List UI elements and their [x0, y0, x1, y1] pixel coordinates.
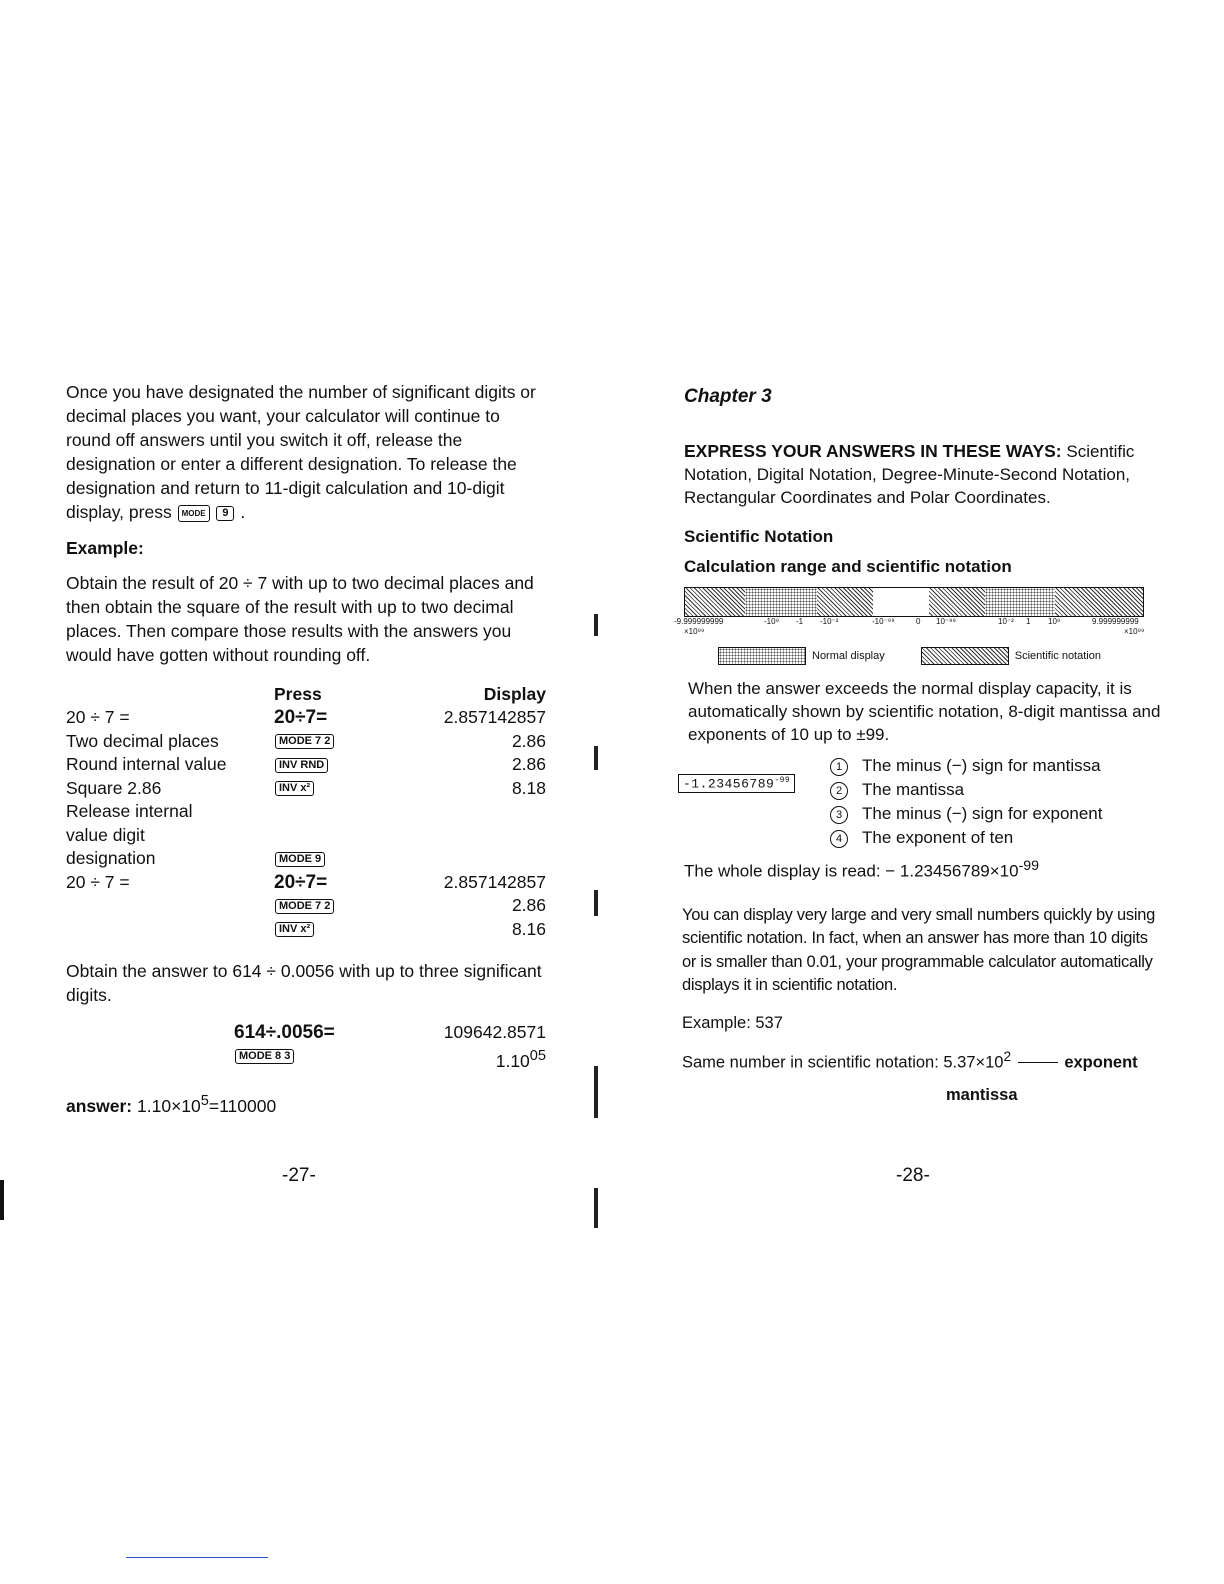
express-paragraph	[684, 440, 1164, 509]
scale-label: 1	[1026, 617, 1031, 626]
chapter-title: Chapter 3	[684, 386, 772, 407]
left-page	[66, 380, 546, 1118]
scale-label: 10⁻⁹⁹	[936, 617, 956, 626]
example-heading: Example:	[66, 538, 144, 558]
scale-label: -1	[796, 617, 804, 626]
row-press	[274, 777, 394, 801]
callout-number: 3	[830, 806, 848, 824]
sci-segment	[685, 588, 745, 616]
row-label: Release internal	[66, 801, 193, 821]
display-exp: 05	[529, 1047, 546, 1064]
callout-item	[830, 826, 1102, 850]
row-display: 2.857142857	[443, 871, 546, 892]
second-example-table	[66, 1021, 546, 1073]
scale-exp: ×10⁹⁹	[684, 627, 705, 636]
callout-text: The exponent of ten	[862, 828, 1014, 847]
same-number-text: Same number in scientific notation: 5.37×10	[682, 1053, 1004, 1072]
table-row	[66, 894, 546, 918]
legend-normal-label: Normal display	[812, 650, 885, 662]
sci-segment	[1055, 588, 1143, 616]
mantissa-label: mantissa	[946, 1086, 1018, 1105]
intro-paragraph	[66, 380, 546, 524]
table-row	[66, 824, 546, 848]
express-text: Scientific Notation, Digital Notation, Degree-Minute-Second Notation, Rectangular Coordinates and Polar Coordinates.	[684, 442, 1135, 507]
callout-number: 4	[830, 830, 848, 848]
answer-rest: =110000	[208, 1095, 277, 1116]
table-row	[66, 800, 546, 824]
callout-number: 2	[830, 782, 848, 800]
range-bar	[684, 587, 1144, 617]
exponent-label: exponent	[1064, 1053, 1138, 1072]
key-sequence: MODE 7 2	[275, 899, 334, 914]
scientific-paragraph: You can display very large and very small numbers quickly by using scientific notation. In fact, when an answer has more than 10 digits or is smaller than 0.01, your programmable calculator automatically displays it in scientific notation.	[682, 905, 1156, 995]
lcd-value: -1.23456789	[683, 776, 775, 792]
scale-label: -10⁹	[764, 617, 779, 626]
exponent-leader	[1018, 1062, 1058, 1063]
answer-line	[66, 1089, 546, 1118]
table-header	[66, 683, 546, 706]
callout-list	[830, 754, 1102, 850]
sci-swatch	[921, 647, 1009, 665]
table-row	[66, 871, 546, 895]
row-label: Round internal value	[66, 754, 227, 774]
row-label: Square 2.86	[66, 777, 162, 798]
scale-label: 10⁻²	[998, 617, 1014, 626]
normal-swatch	[718, 647, 806, 665]
table-row	[66, 777, 546, 801]
row-press	[234, 1045, 434, 1073]
range-scale	[674, 617, 1162, 639]
row-label: Two decimal places	[66, 730, 219, 751]
callout-item	[830, 802, 1102, 826]
key-sequence: MODE 9	[275, 852, 325, 867]
legend-normal	[718, 647, 885, 665]
key-sequence: INV RND	[275, 758, 328, 773]
display-header: Display	[483, 684, 546, 704]
lcd-display	[678, 774, 795, 793]
key-sequence: MODE 8 3	[235, 1049, 294, 1064]
right-page	[674, 380, 1164, 1105]
table-row	[66, 753, 546, 777]
intro-end: .	[240, 502, 246, 522]
scale-label: 10⁹	[1048, 617, 1061, 626]
row-display: 2.86	[511, 754, 546, 774]
display-paragraph: When the answer exceeds the normal display capacity, it is automatically shown by scientific notation, 8-digit mantissa and exponents of 10 up to ±99.	[688, 679, 1161, 744]
callout-item	[830, 778, 1102, 802]
row-press: 20÷7=	[274, 707, 328, 728]
sci-segment	[817, 588, 873, 616]
answer-label: answer:	[66, 1095, 133, 1116]
legend-sci	[921, 647, 1101, 665]
callout-item	[830, 754, 1102, 778]
callout-text: The minus (−) sign for exponent	[862, 804, 1103, 823]
row-display: 8.18	[511, 777, 546, 798]
bottom-rule	[126, 1557, 268, 1558]
example-text: Obtain the result of 20 ÷ 7 with up to two decimal places and then obtain the square of the result with up to two decimal places. Then compare those results with the answers you would have gotten without rounding off.	[66, 573, 534, 665]
page-number-left: -27-	[282, 1165, 316, 1186]
scale-label: -9.999999999	[674, 617, 724, 626]
answer-base: 1.10×10	[137, 1095, 201, 1116]
row-press	[274, 847, 394, 871]
example-table	[66, 683, 546, 941]
row-press	[274, 894, 394, 918]
row-display: 2.86	[511, 730, 546, 751]
mantissa-diagram	[684, 754, 1164, 846]
row-press	[274, 753, 394, 777]
display-base: 1.10	[495, 1050, 530, 1071]
key-sequence: MODE 7 2	[275, 734, 334, 749]
example-537: Example: 537	[682, 1013, 783, 1032]
scale-label: 0	[916, 617, 921, 626]
intro-text: Once you have designated the number of significant digits or decimal places you want, your calculator will continue to round off answers until you switch it off, release the designation or enter a different designation. To release the designation and return to 11-digit calculation and 10-digit display, press	[66, 382, 536, 522]
row-label: value digit	[66, 824, 145, 845]
table-row	[66, 706, 546, 730]
whole-display-line	[684, 858, 1164, 882]
whole-display-exp: -99	[1018, 858, 1040, 874]
page-number-right: -28-	[896, 1165, 930, 1186]
second-example-text: Obtain the answer to 614 ÷ 0.0056 with up to three significant digits.	[66, 961, 542, 1005]
callout-number: 1	[830, 758, 848, 776]
normal-segment	[745, 588, 817, 616]
press-header: Press	[274, 684, 322, 704]
crop-mark	[0, 1180, 4, 1220]
row-display: 2.857142857	[443, 707, 546, 727]
mode-key: MODE	[178, 505, 210, 522]
sci-segment	[929, 588, 985, 616]
callout-text: The mantissa	[862, 780, 965, 799]
table-row	[66, 1045, 546, 1073]
nine-key: 9	[216, 506, 234, 521]
express-heading: EXPRESS YOUR ANSWERS IN THESE WAYS:	[684, 441, 1062, 461]
row-display: 2.86	[511, 895, 546, 915]
row-press	[274, 918, 394, 942]
table-row	[66, 1021, 546, 1045]
table-row	[66, 918, 546, 942]
row-display: 8.16	[511, 918, 546, 939]
row-display	[434, 1045, 546, 1073]
scale-label: 9.999999999	[1092, 617, 1139, 626]
row-press: 20÷7=	[274, 871, 328, 893]
row-press	[274, 730, 394, 754]
scale-exp: ×10⁹⁹	[1124, 627, 1145, 636]
range-heading: Calculation range and scientific notation	[684, 557, 1012, 576]
scientific-notation-heading: Scientific Notation	[684, 527, 834, 546]
row-display: 109642.8571	[443, 1022, 546, 1042]
same-number-line	[682, 1049, 1164, 1073]
lcd-exp: -99	[774, 776, 791, 785]
row-label: designation	[66, 848, 156, 868]
row-press: 614÷.0056=	[234, 1022, 335, 1043]
key-sequence: INV x²	[275, 922, 314, 937]
scale-label: -10⁻²	[820, 617, 839, 626]
table-row	[66, 847, 546, 871]
same-number-exp: 2	[1003, 1048, 1012, 1064]
table-row	[66, 730, 546, 754]
callout-text: The minus (−) sign for mantissa	[862, 756, 1101, 775]
scale-label: -10⁻⁹⁹	[872, 617, 895, 626]
whole-display-text: The whole display is read: − 1.23456789×10	[684, 861, 1019, 881]
range-legend	[718, 647, 1164, 665]
key-sequence: INV x²	[275, 781, 314, 796]
legend-sci-label: Scientific notation	[1014, 650, 1101, 662]
answer-exp: 5	[200, 1092, 209, 1109]
normal-segment	[985, 588, 1055, 616]
row-label: 20 ÷ 7 =	[66, 871, 130, 892]
row-label: 20 ÷ 7 =	[66, 707, 130, 727]
binding-spine	[590, 600, 602, 1228]
